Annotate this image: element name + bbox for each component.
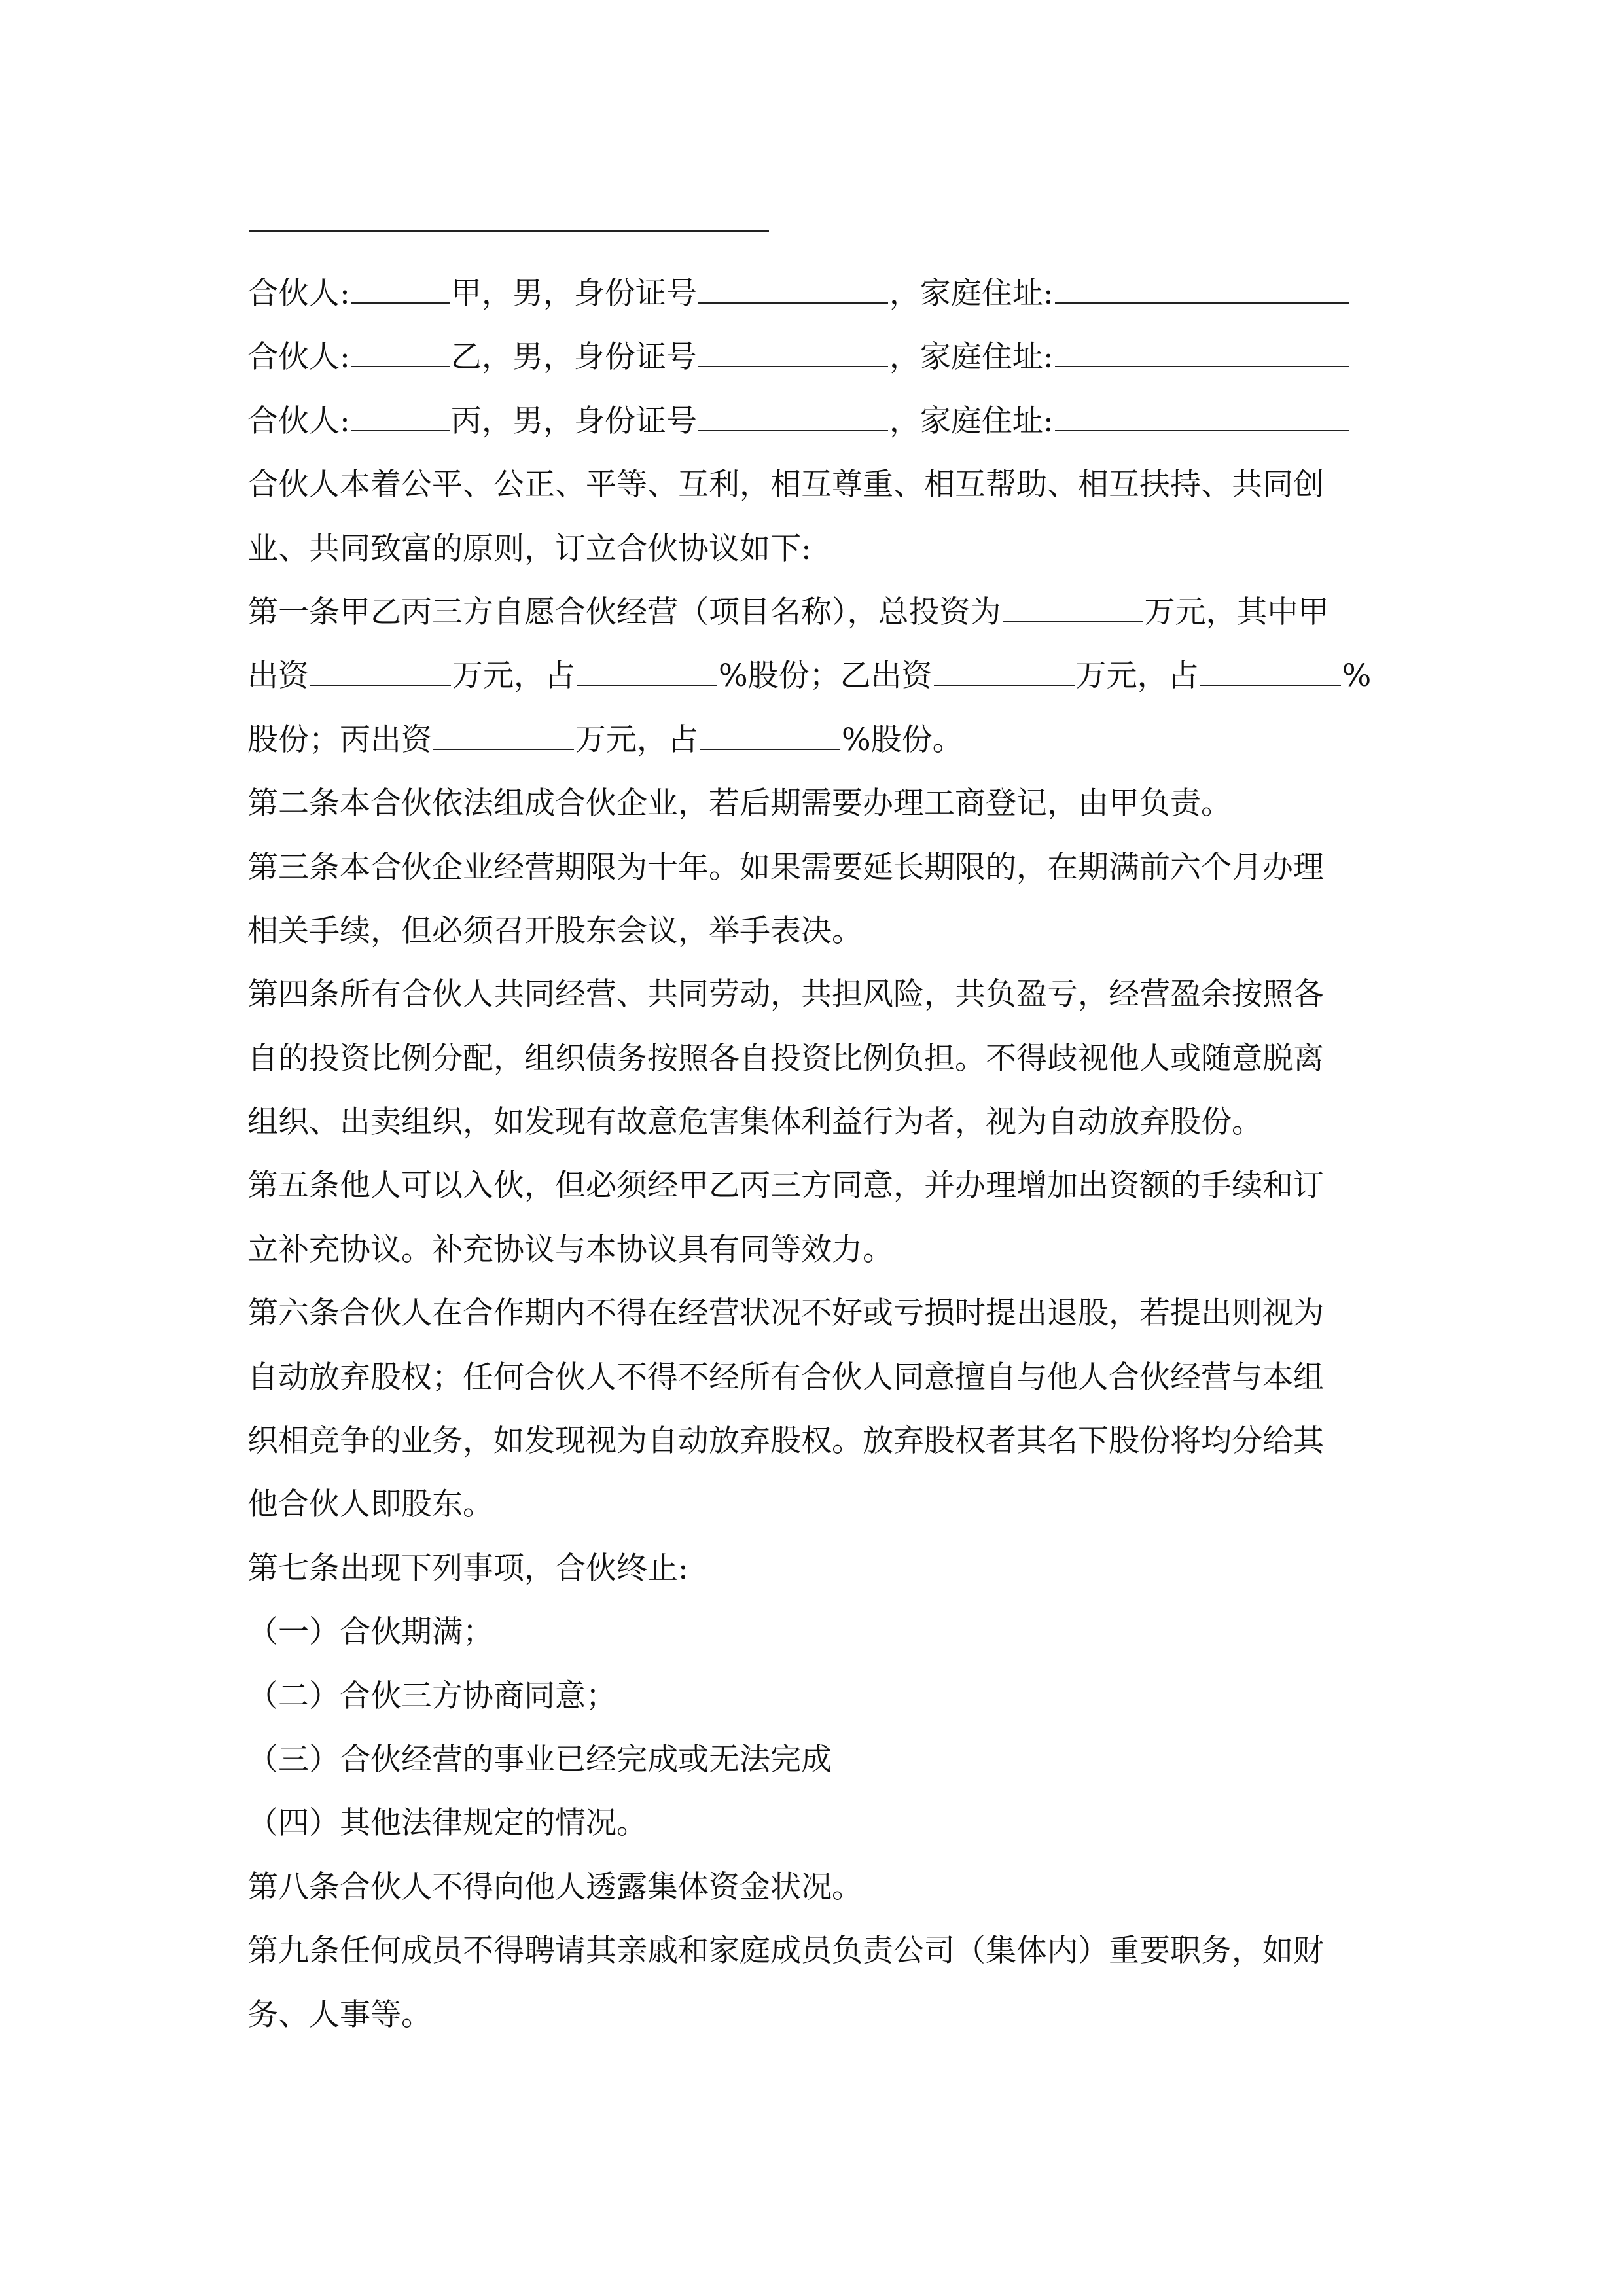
- preamble-line-1: 合伙人本着公平、公正、平等、互利，相互尊重、相互帮助、相互扶持、共同创: [247, 467, 1324, 503]
- article-3-line-1: 第三条本合伙企业经营期限为十年。如果需要延长期限的，在期满前六个月办理: [247, 849, 1324, 886]
- article-1-text: %股份；乙出资: [719, 658, 933, 694]
- address-blank: [1055, 335, 1349, 367]
- id-number-blank: [698, 335, 888, 367]
- id-number-blank: [698, 272, 888, 304]
- agreement-body: [247, 262, 1380, 2047]
- partner-id-label: ，男，身份证号: [481, 403, 697, 439]
- article-1-text: %: [1342, 658, 1372, 694]
- top-rule: [249, 230, 769, 232]
- article-5-line-1: 第五条他人可以入伙，但必须经甲乙丙三方同意，并办理增加出资额的手续和订: [247, 1168, 1324, 1204]
- bing-share-blank: [700, 718, 840, 750]
- article-9-line-2: 务、人事等。: [247, 1996, 432, 2033]
- article-5-line-2: 立补充协议。补充协议与本协议具有同等效力。: [247, 1231, 893, 1268]
- partner-name: 丙: [450, 403, 482, 439]
- article-1-line-1: [247, 581, 1380, 644]
- article-6-line-2: 自动放弃股权；任何合伙人不得不经所有合伙人同意擅自与他人合伙经营与本组: [247, 1359, 1324, 1395]
- article-4-line-1: 第四条所有合伙人共同经营、共同劳动，共担风险，共负盈亏，经营盈余按照各: [247, 977, 1324, 1013]
- partner-name: 甲: [450, 276, 482, 312]
- article-6-line-1: 第六条合伙人在合作期内不得在经营状况不好或亏损时提出退股，若提出则视为: [247, 1295, 1324, 1332]
- partner-line-1: [247, 262, 1380, 325]
- total-investment-blank: [1003, 590, 1143, 622]
- partner-label: 合伙人:: [247, 339, 350, 376]
- address-blank: [1055, 399, 1349, 431]
- partner-label: 合伙人:: [247, 403, 350, 439]
- partner-name-blank: [351, 335, 450, 367]
- partner-line-3: [247, 389, 1380, 453]
- article-1-line-3: [247, 708, 1380, 772]
- jia-capital-blank: [310, 654, 451, 686]
- partner-name: 乙: [450, 339, 482, 376]
- partner-label: 合伙人:: [247, 276, 350, 312]
- article-6-line-4: 他合伙人即股东。: [247, 1486, 493, 1523]
- article-1-line-2: [247, 644, 1380, 708]
- article-1-text: %股份。: [842, 721, 963, 758]
- address-blank: [1055, 272, 1349, 304]
- yi-share-blank: [1200, 654, 1341, 686]
- bing-capital-blank: [433, 718, 574, 750]
- article-4-line-2: 自的投资比例分配，组织债务按照各自投资比例负担。不得歧视他人或随意脱离: [247, 1040, 1324, 1077]
- article-7-item-1: （一）合伙期满；: [247, 1614, 493, 1651]
- address-label: ，家庭住址:: [889, 339, 1054, 376]
- article-2: 第二条本合伙依法组成合伙企业，若后期需要办理工商登记，由甲负责。: [247, 785, 1232, 822]
- jia-share-blank: [577, 654, 717, 686]
- article-1-text: 万元，其中甲: [1144, 594, 1329, 630]
- article-1-text: 出资: [247, 658, 309, 694]
- address-label: ，家庭住址:: [889, 403, 1054, 439]
- partner-id-label: ，男，身份证号: [481, 276, 697, 312]
- partner-id-label: ，男，身份证号: [481, 339, 697, 376]
- address-label: ，家庭住址:: [889, 276, 1054, 312]
- partner-line-2: [247, 325, 1380, 389]
- article-1-text: 第一条甲乙丙三方自愿合伙经营（项目名称），总投资为: [247, 594, 1001, 630]
- yi-capital-blank: [934, 654, 1075, 686]
- id-number-blank: [698, 399, 888, 431]
- article-7-item-2: （二）合伙三方协商同意；: [247, 1677, 616, 1714]
- article-6-line-3: 织相竞争的业务，如发现视为自动放弃股权。放弃股权者其名下股份将均分给其: [247, 1423, 1324, 1460]
- article-9-line-1: 第九条任何成员不得聘请其亲戚和家庭成员负责公司（集体内）重要职务，如财: [247, 1933, 1324, 1969]
- article-7-item-3: （三）合伙经营的事业已经完成或无法完成: [247, 1741, 832, 1778]
- article-1-text: 股份；丙出资: [247, 721, 432, 758]
- preamble-line-2: 业、共同致富的原则，订立合伙协议如下:: [247, 530, 812, 567]
- article-8: 第八条合伙人不得向他人透露集体资金状况。: [247, 1869, 863, 1905]
- article-1-text: 万元，占: [575, 721, 698, 758]
- article-1-text: 万元，占: [452, 658, 575, 694]
- article-1-text: 万元，占: [1075, 658, 1199, 694]
- article-4-line-3: 组织、出卖组织，如发现有故意危害集体利益行为者，视为自动放弃股份。: [247, 1104, 1262, 1141]
- partner-name-blank: [351, 272, 450, 304]
- article-7: 第七条出现下列事项，合伙终止:: [247, 1550, 688, 1587]
- partner-name-blank: [351, 399, 450, 431]
- article-7-item-4: （四）其他法律规定的情况。: [247, 1805, 647, 1842]
- article-3-line-2: 相关手续，但必须召开股东会议，举手表决。: [247, 912, 863, 949]
